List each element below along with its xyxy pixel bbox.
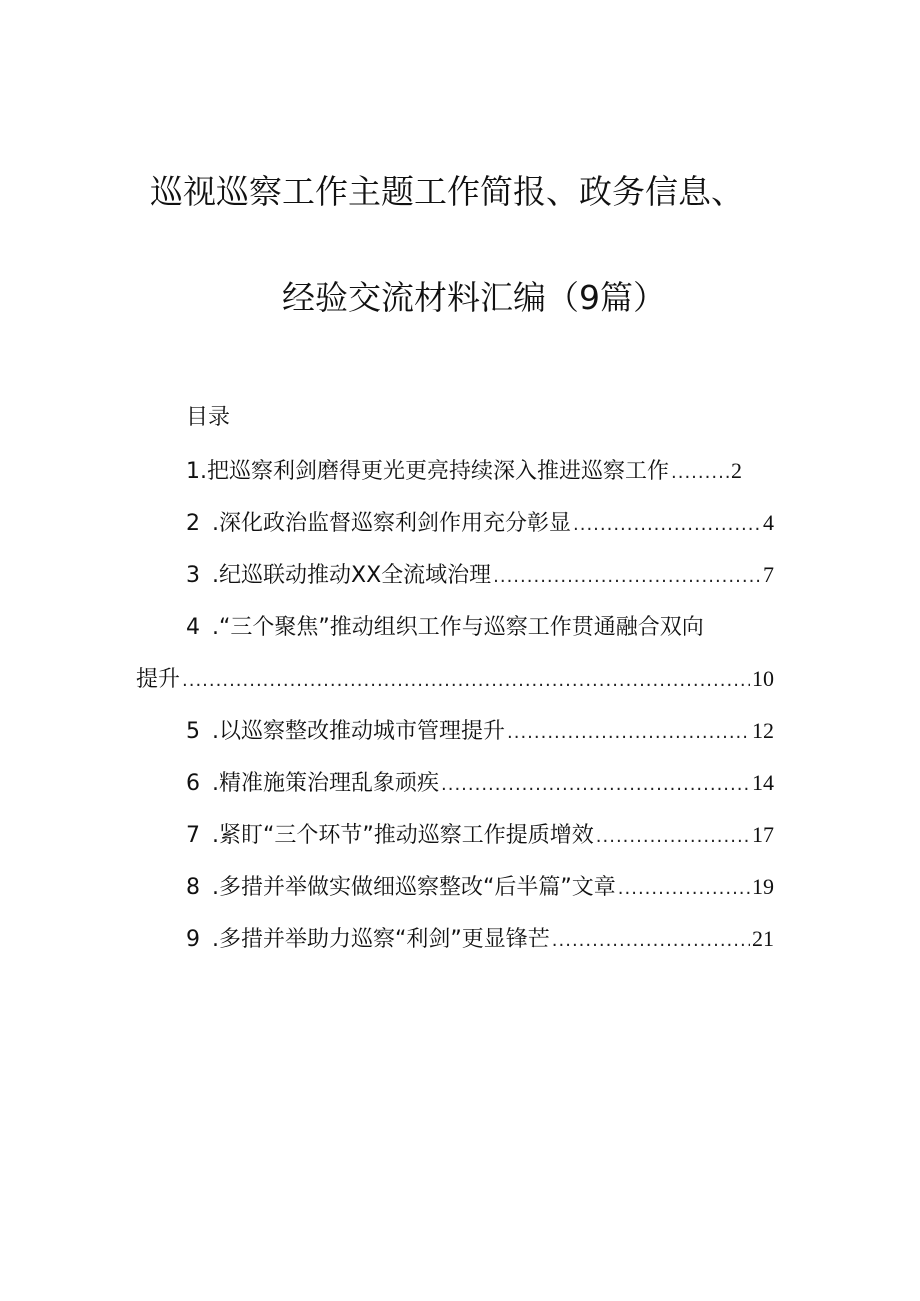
toc-entry-2[interactable] [186,506,774,540]
toc-leader-dots [573,514,761,535]
toc-entry-8[interactable] [186,870,774,904]
toc-entry-page: 14 [752,770,774,795]
toc-entry-number: 2 [186,511,200,536]
toc-leader-dots [618,878,750,899]
toc-entry-title: .以巡察整改推动城市管理提升 [212,719,505,744]
toc-leader-dots [552,930,750,951]
toc-entry-title: .精准施策治理乱象顽疾 [212,771,439,796]
toc-entry-number: 9 [186,927,200,952]
toc-entry-number: 1. [186,459,207,484]
toc-entry-title: .紧盯“三个环节”推动巡察工作提质增效 [212,823,594,848]
toc-entry-7[interactable] [186,818,774,852]
toc-leader-dots [493,566,761,587]
toc-entry-title: .深化政治监督巡察利剑作用充分彰显 [212,511,571,536]
toc-entry-number: 3 [186,563,200,588]
toc-leader-dots [507,722,750,743]
toc-entry-title: .纪巡联动推动XX全流域治理 [212,563,492,588]
toc-entry-4-continuation[interactable] [136,662,774,696]
toc-entry-page: 17 [752,822,774,847]
toc-entry-title: .多措并举做实做细巡察整改“后半篇”文章 [212,875,616,900]
toc-entry-page: 12 [752,718,774,743]
toc-entry-number: 4 [186,615,200,640]
document-title-line-1: 巡视巡察工作主题工作简报、政务信息、 [150,172,744,211]
toc-entry-title-continuation: 提升 [136,667,181,692]
toc-entry-3[interactable] [186,558,774,592]
toc-entry-4[interactable] [186,610,774,644]
toc-entry-number: 5 [186,719,200,744]
toc-entry-title: 把巡察利剑磨得更光更亮持续深入推进巡察工作 [207,459,670,484]
toc-entry-9[interactable] [186,922,774,956]
toc-entry-number: 6 [186,771,200,796]
toc-entry-page: 7 [763,562,774,587]
toc-entry-title: .“三个聚焦”推动组织工作与巡察工作贯通融合双向 [212,615,704,640]
toc-entry-page: 4 [763,510,774,535]
toc-entry-page: 2 [731,458,742,483]
toc-entry-number: 7 [186,823,200,848]
toc-leader-dots [182,670,750,691]
document-title-line-2: 经验交流材料汇编（9篇） [282,278,666,317]
toc-heading: 目录 [186,405,231,430]
toc-entry-page: 21 [752,926,774,951]
toc-entry-page: 10 [752,666,774,691]
toc-entry-title: .多措并举助力巡察“利剑”更显锋芒 [212,927,550,952]
toc-entry-number: 8 [186,875,200,900]
toc-entry-6[interactable] [186,766,774,800]
toc-leader-dots [671,462,729,483]
toc-leader-dots [596,826,750,847]
toc-leader-dots [441,774,750,795]
toc-entry-page: 19 [752,874,774,899]
toc-entry-1[interactable] [186,454,742,488]
toc-entry-5[interactable] [186,714,774,748]
